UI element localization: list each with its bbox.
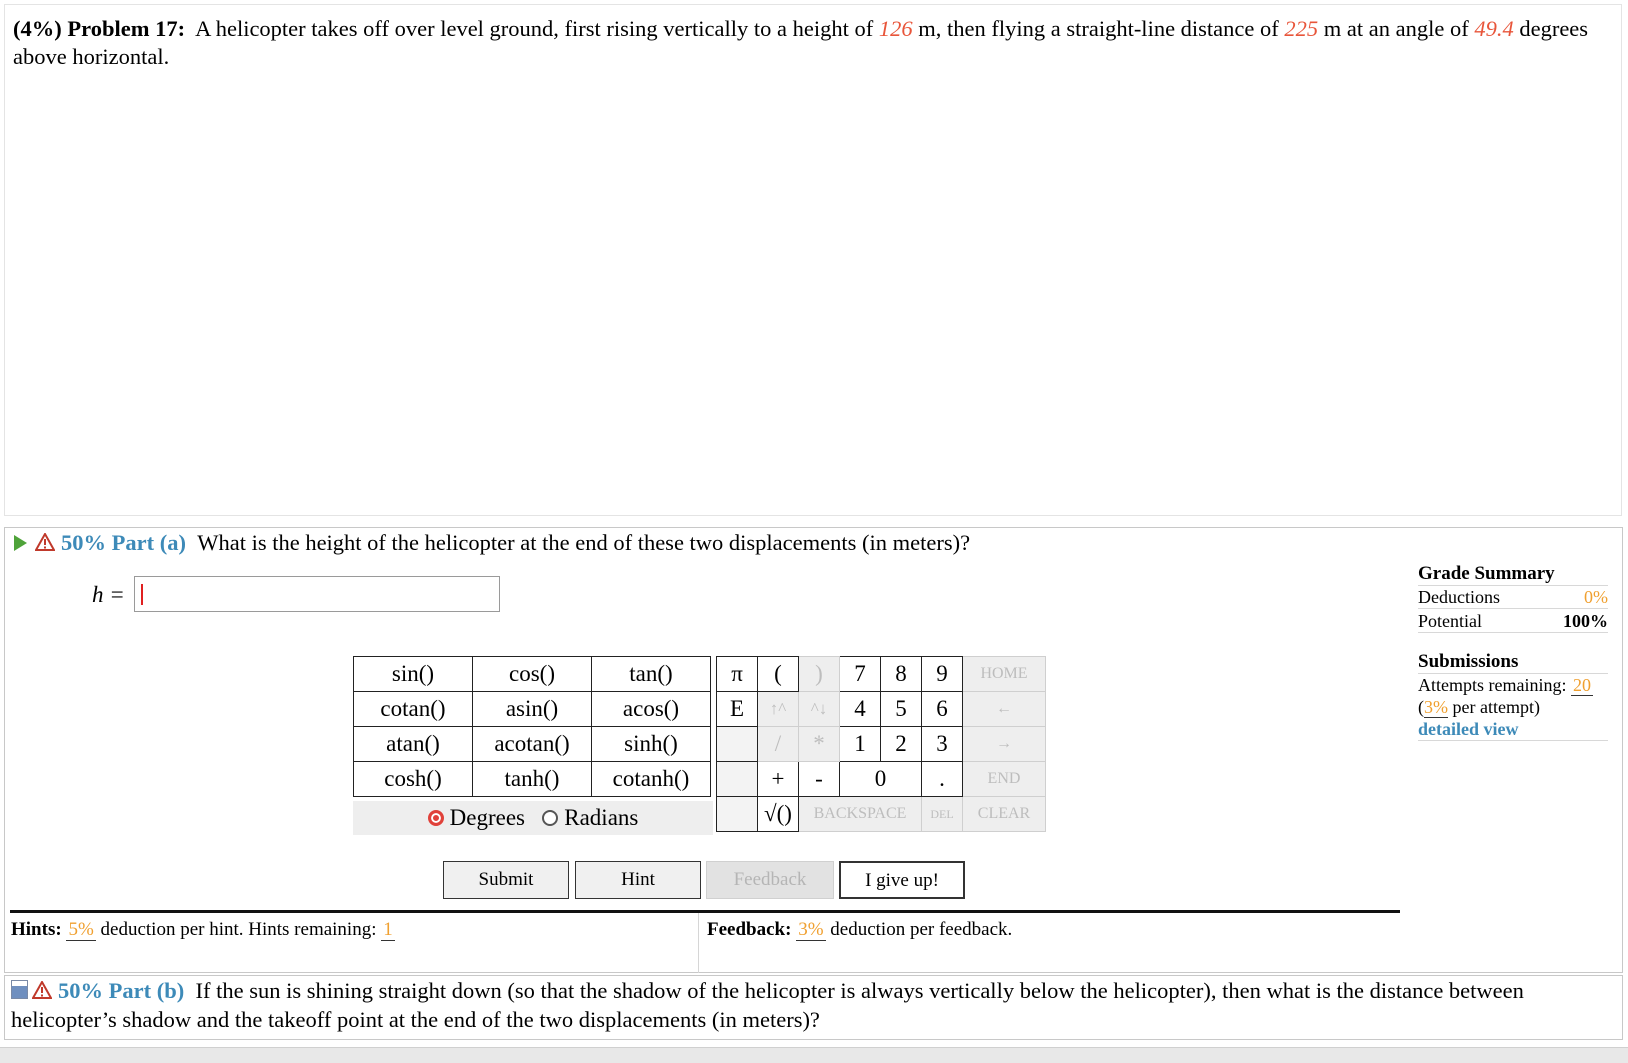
key-2[interactable]: 2	[881, 727, 922, 762]
grade-summary	[1418, 563, 1608, 741]
angle-mode-selector	[353, 801, 713, 835]
degrees-radio[interactable]	[428, 810, 444, 826]
feedback-text: deduction per feedback.	[830, 919, 1013, 940]
hints-info	[11, 919, 395, 941]
func-sinh-button[interactable]: sinh()	[592, 727, 711, 762]
part-a-header	[14, 529, 970, 557]
potential-row	[1418, 610, 1608, 633]
key-6[interactable]: 6	[922, 692, 963, 727]
feedback-button[interactable]: Feedback	[706, 861, 834, 899]
func-asin-button[interactable]: asin()	[473, 692, 592, 727]
hints-remaining: 1	[383, 919, 393, 940]
key-blank	[717, 762, 758, 797]
key-7[interactable]: 7	[840, 657, 881, 692]
expand-arrow-icon[interactable]	[14, 535, 27, 551]
radians-label: Radians	[564, 805, 639, 830]
give-up-button[interactable]: I give up!	[839, 861, 965, 899]
func-acos-button[interactable]: acos()	[592, 692, 711, 727]
part-a-title: 50% Part (a)	[61, 530, 186, 555]
key-left-paren[interactable]: (	[758, 657, 799, 692]
feedback-info	[707, 919, 1012, 941]
per-attempt-text: per attempt)	[1452, 697, 1540, 717]
key-minus[interactable]: -	[799, 762, 840, 797]
key-e[interactable]: E	[717, 692, 758, 727]
answer-variable-label: h =	[92, 582, 125, 607]
func-acotan-button[interactable]: acotan()	[473, 727, 592, 762]
key-clear[interactable]: CLEAR	[963, 797, 1046, 832]
part-a-question: What is the height of the helicopter at the end of these two displacements (in meters)?	[197, 530, 971, 555]
hint-deduction: 5%	[68, 919, 94, 940]
hints-feedback-bar	[10, 910, 1400, 973]
given-distance: 225	[1284, 16, 1319, 41]
part-b-header	[11, 976, 1601, 1034]
problem-statement-panel	[4, 4, 1622, 516]
per-attempt-note	[1418, 696, 1608, 718]
deductions-value: 0%	[1584, 587, 1608, 607]
hints-text: deduction per hint. Hints remaining:	[100, 919, 377, 940]
attempts-remaining	[1418, 673, 1608, 696]
func-tanh-button[interactable]: tanh()	[473, 762, 592, 797]
func-atan-button[interactable]: atan()	[354, 727, 473, 762]
deductions-label: Deductions	[1418, 587, 1500, 607]
grade-summary-title: Grade Summary	[1418, 563, 1555, 584]
key-exponent-down[interactable]: ^↓	[799, 692, 840, 727]
key-pi[interactable]: π	[717, 657, 758, 692]
given-height: 126	[878, 16, 913, 41]
key-3[interactable]: 3	[922, 727, 963, 762]
deductions-row	[1418, 585, 1608, 609]
radians-radio[interactable]	[542, 810, 558, 826]
key-right-paren[interactable]: )	[799, 657, 840, 692]
detailed-view-link[interactable]: detailed view	[1418, 719, 1519, 739]
func-cos-button[interactable]: cos()	[473, 657, 592, 692]
degrees-label: Degrees	[449, 805, 525, 830]
detailed-view-row	[1418, 718, 1608, 741]
key-8[interactable]: 8	[881, 657, 922, 692]
key-right-arrow[interactable]: →	[963, 727, 1046, 762]
key-9[interactable]: 9	[922, 657, 963, 692]
potential-value: 100%	[1563, 611, 1608, 631]
key-plus[interactable]: +	[758, 762, 799, 797]
part-b-question: If the sun is shining straight down (so that the shadow of the helicopter is always vertically below the helicopter), then what is the distance between helicopter’s shadow and the takeoff point at the end of the two displacements (in meters)?	[11, 978, 1524, 1032]
hints-label: Hints:	[11, 919, 62, 940]
key-decimal[interactable]: .	[922, 762, 963, 797]
key-blank	[717, 727, 758, 762]
given-angle: 49.4	[1474, 16, 1514, 41]
attempts-value: 20	[1572, 675, 1591, 695]
key-sqrt[interactable]: √()	[758, 797, 799, 832]
key-divide[interactable]: /	[758, 727, 799, 762]
key-backspace[interactable]: BACKSPACE	[799, 797, 922, 832]
bar-divider	[698, 913, 699, 973]
answer-input[interactable]	[134, 576, 500, 612]
key-4[interactable]: 4	[840, 692, 881, 727]
key-0[interactable]: 0	[840, 762, 922, 797]
submit-button[interactable]: Submit	[443, 861, 569, 899]
text-cursor	[141, 584, 143, 605]
collapsed-part-icon[interactable]	[11, 980, 28, 999]
function-keypad	[353, 656, 711, 797]
func-cosh-button[interactable]: cosh()	[354, 762, 473, 797]
problem-text-2: m, then flying a straight-line distance of	[918, 16, 1279, 41]
part-b-title: 50% Part (b)	[58, 978, 185, 1003]
key-5[interactable]: 5	[881, 692, 922, 727]
part-b-panel	[4, 975, 1623, 1040]
feedback-label: Feedback:	[707, 919, 792, 940]
per-attempt-pct: 3%	[1424, 697, 1448, 717]
per-attempt-open: (	[1418, 697, 1424, 717]
key-home[interactable]: HOME	[963, 657, 1046, 692]
key-1[interactable]: 1	[840, 727, 881, 762]
submissions-title: Submissions	[1418, 651, 1519, 672]
problem-text-3: m at an angle of	[1323, 16, 1469, 41]
feedback-deduction: 3%	[798, 919, 824, 940]
key-exponent-up[interactable]: ↑^	[758, 692, 799, 727]
warning-icon	[35, 533, 55, 551]
hint-button[interactable]: Hint	[575, 861, 701, 899]
warning-icon	[32, 981, 52, 999]
attempts-label: Attempts remaining:	[1418, 675, 1567, 695]
page-footer-bar	[0, 1047, 1628, 1063]
key-left-arrow[interactable]: ←	[963, 692, 1046, 727]
problem-statement	[13, 15, 1603, 71]
key-multiply[interactable]: *	[799, 727, 840, 762]
func-cotan-button[interactable]: cotan()	[354, 692, 473, 727]
key-blank	[717, 797, 758, 832]
problem-text-1: A helicopter takes off over level ground, first rising vertically to a height of	[195, 16, 874, 41]
problem-text-4: degrees above horizontal.	[13, 16, 1589, 69]
potential-label: Potential	[1418, 611, 1482, 631]
key-end[interactable]: END	[963, 762, 1046, 797]
func-sin-button[interactable]: sin()	[354, 657, 473, 692]
key-delete[interactable]: DEL	[922, 797, 963, 832]
problem-label: Problem 17:	[67, 16, 186, 41]
func-tan-button[interactable]: tan()	[592, 657, 711, 692]
number-keypad	[716, 656, 1046, 832]
func-cotanh-button[interactable]: cotanh()	[592, 762, 711, 797]
problem-weight: (4%)	[13, 16, 62, 41]
